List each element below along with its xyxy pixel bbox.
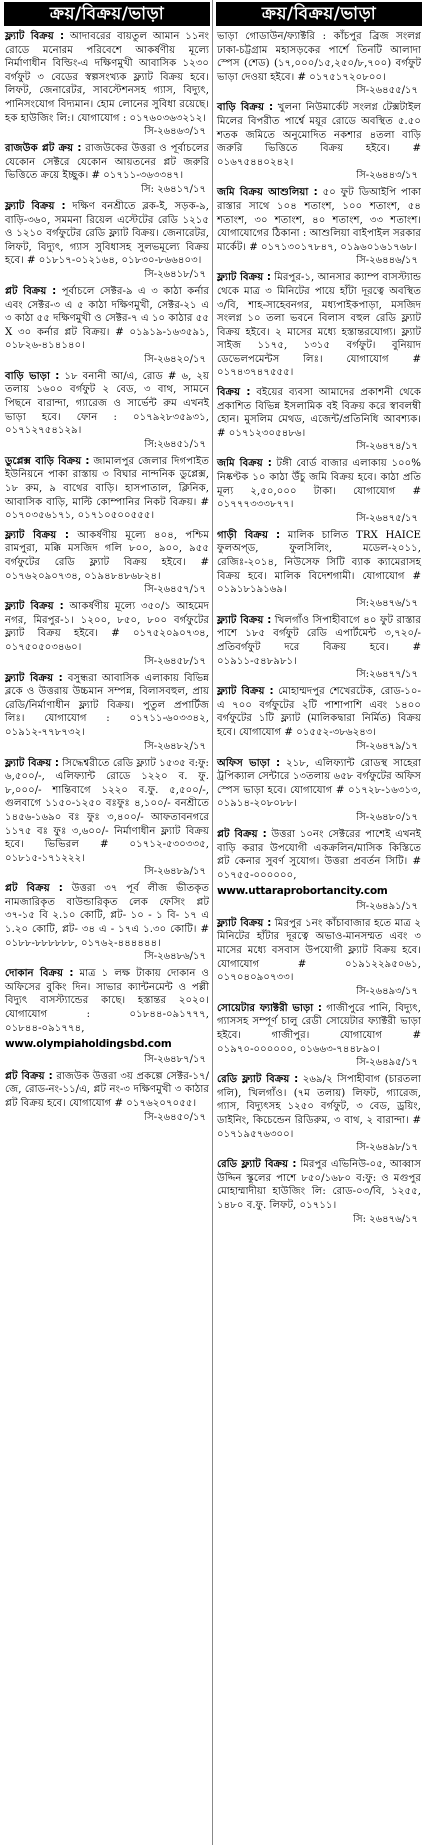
right-column: [214, 0, 424, 1845]
ad-reference-code: সি: ২৬৪১৭/১৭: [141, 183, 206, 195]
classified-ad: [214, 1002, 424, 1069]
ad-text: [2, 142, 212, 183]
classified-ad: [2, 529, 212, 596]
ad-heading: ফ্ল্যাট বিক্রয় :: [5, 31, 65, 42]
ad-text: [214, 685, 424, 739]
classified-ad: [214, 1073, 424, 1154]
ad-heading: প্লট বিক্রয় :: [5, 285, 57, 297]
ad-reference-code: সি-২৬৪৫৮/১৭: [144, 655, 206, 667]
ad-heading: জমি বিক্রয় আশুলিয়া :: [217, 187, 318, 199]
ad-reference-code: সি:২৬৪৭৭/১৭: [356, 669, 418, 681]
ad-heading: ফ্ল্যাট বিক্রয় :: [217, 614, 272, 626]
classified-ad: [2, 1070, 212, 1124]
ad-heading: সোয়েটার ফ্যাক্টরী ভাড়া :: [217, 1002, 322, 1014]
ad-heading: প্লট বিক্রয় :: [5, 883, 63, 895]
classified-ad: [214, 614, 424, 681]
ad-text: [214, 1158, 424, 1212]
ad-body: মাত্র ১ লক্ষ টাকায় দোকান ও অফিসের বুকিং দিন। সাভার ক্যান্টনমেন্ট ও পল্লী বিদ্যুৎ বাসস্ট্যান্ডের কাছে। হস্তান্তর ২০২০। যোগাযোগ : ০১৮৪৪-০৯১৭৭৭, ০১৮৪৪-০৯১৭৭৪,: [5, 968, 209, 1034]
ad-text: [214, 186, 424, 254]
column-divider: [212, 0, 213, 1845]
ad-text: [2, 285, 212, 353]
ad-body: আদাবরের বায়তুল আমান ১১নং রোডে মনোরম পরিবেশে আকর্ষণীয় মূল্যে নির্মাণাধীন বিল্ডিং-এ দক্ষিণমুখী আবাসিক ১২৩০ বর্গফুট ৩ বেডের স্বল্পসংখ্যক ফ্ল্যাট বিক্রয় হবে। লিফট, জেনারেটর, সাবস্টেশনসহ গ্যাস, বিদ্যুৎ, পানিসংযোগ বিদ্যমান। হোম লোনের সুবিধা রয়েছে। হক হাউজিং লি:। যোগাযোগ : ০১৭৬০৩৬৩২১২।: [5, 31, 209, 124]
ad-reference-code: সি-২৬৪৬৩/১৭: [144, 126, 206, 138]
ad-heading: ফ্ল্যাট বিক্রয় :: [217, 272, 271, 284]
ads-list: [214, 30, 424, 1226]
ad-reference-code: সি-২৬৪৮৯/১৭: [144, 866, 206, 878]
ad-body: টঙ্গী বোর্ড বাজার এলাকায় ১০০% নিষ্কণ্টক ১০ কাঠা উঁচু জমি বিক্রয় হবে। কাঠা প্রতি মূল্য ২,৫০,০০০ টাকা। যোগাযোগ # ০১৭৭৭৩৩৩৮৭৭।: [217, 458, 421, 511]
ad-reference-code: সি-২৬৪৮২/১৭: [144, 740, 206, 752]
ad-heading: জমি বিক্রয় :: [217, 458, 272, 470]
ad-reference-code: সি: ২৬৪৭৬/১৭: [353, 1213, 418, 1225]
ad-text: [2, 882, 212, 950]
ad-body: গাজীপুরে পানি, বিদ্যুৎ, গ্যাসসহ সম্পূর্ণ চালু রেডী সোয়েটার ফ্যাক্টরী ভাড়া হইবে। গাজীপুর। যোগাযোগ # ০১৯৭০-০০০০০০, ০১৬৬৩-৭৪৪৮৯০।: [217, 1002, 421, 1055]
ad-reference-code: সি-২৬৪৪৬/১৭: [356, 255, 418, 267]
ad-reference-code: সি-২৬৪৭৪/১৭: [356, 441, 418, 453]
ad-reference-code: সি-২৬৪৯৫/১৭: [356, 1057, 418, 1069]
ad-reference-code: সি-২৬৪৯৮/১৭: [356, 1142, 418, 1154]
classified-ad: [214, 271, 424, 386]
ad-body: উত্তরা ৩৭ পূর্ব লীজ ভীতকৃত নামজারিকৃত বাউন্ডারিকৃত লেক ফেসিং প্লট ৩৭-১৫ বি ২.১০ কোটি, প্লট- ১০ - ১ বি- ১৭ এ ১.২০ কোটি, প্লট- ৩৪ এ - ১৭এ ১.৩০ কোটি। # ০১৮৮-৮৮৮৮৮৮, ০১৭৬২-৪৪৪৪৪৪।: [5, 883, 209, 949]
classified-ad: [214, 917, 424, 998]
ad-text: [2, 200, 212, 268]
ad-body: খুলনা নিউমার্কেট সংলগ্ন টেক্সটাইল মিলের বিপরীত পার্শ্বে ময়ূর রোডে অবস্থিত ৫.৫০ শতক জমিতে অনুমোদিত নকশার ৪তলা বাড়ি জরুরি ভিত্তিতে বিক্রয় হইবে। # ০১৬৭৫৪৪০২৪২।: [217, 102, 421, 168]
ad-body: ২১৮, এলিফ্যান্ট রোডস্থ সাহেরা ট্রপিক্যাল সেন্টারে ১৩তলায় ৬৫৮ বর্গফুটের অফিস স্পেস ভাড়া হবে। যোগাযোগ # ০১৭২৮-১৬৩১৩, ০১৯১৪-২০৮০৮৮।: [217, 757, 421, 810]
classified-ad: [214, 386, 424, 453]
ad-text: [2, 30, 212, 125]
classified-ad: [214, 101, 424, 182]
ad-text: [214, 1002, 424, 1056]
ad-reference-code: সি-২৬৪৭৯/১৭: [356, 740, 418, 752]
classified-ad: [214, 30, 424, 97]
column-header: ক্রয়/বিক্রয়/ভাড়া: [4, 2, 210, 26]
ad-reference-code: সি-২৬৪১৮/১৭: [144, 268, 206, 280]
ad-body: মালিক চালিত TRX HAICE ফুলঅপ্‌ড, ফুলসিলিং, মডেল-২০১১, রেজিঃ-২০১৪, নিউসেফ সিটি ব্যাক ক্যামেরাসহ বিক্রয় হবে। মালিক বিদেশগামী। যোগাযোগ # ০১৯১৮১৯১৬৯।: [217, 529, 421, 596]
column-header: ক্রয়/বিক্রয়/ভাড়া: [216, 2, 422, 26]
classified-ad: [2, 370, 212, 451]
classified-ad: [2, 285, 212, 366]
classified-ad: [214, 529, 424, 610]
ad-text: [2, 455, 212, 523]
classified-ad: [214, 685, 424, 752]
ad-body: ৫০ ফুট ডিআইপি পাকা রাস্তার সাথে ১০৪ শতাংশ, ১০০ শতাংশ, ৫৪ শতাংশ, ৩০ শতাংশ, ৪০ শতাংশ, ৩৩ শতাংশ। যোগাযোগের ঠিকানা : আশুলিয়া বাইপাইল সরকার মার্কেট। # ০১৭১৩০১৭৮৪৭, ০১৯৬০১৬১৭৬৮।: [217, 187, 422, 253]
classified-ad: [214, 457, 424, 524]
ad-heading: দোকান বিক্রয় :: [5, 968, 74, 980]
classified-ad: [2, 967, 212, 1066]
classified-ad: [214, 828, 424, 913]
classified-ad: [2, 200, 212, 281]
ad-heading: অফিস ভাড়া :: [217, 757, 281, 769]
ad-website-link[interactable]: www.olympiaholdingsbd.com: [5, 1038, 172, 1051]
ad-heading: রেডি ফ্ল্যাট বিক্রয় :: [217, 1074, 299, 1086]
ad-body: উত্তরা ১০নং সেক্টরের পাশেই এখনই বাড়ি করার উপযোগী একক্রলিন/মাসিক কিস্তিতে প্লট কেনার সুবর্ণ সুযোগ। উত্তরা প্রবর্তন সিটি। # ০১৭৫৫-০০০০০০,: [217, 828, 421, 881]
ad-body: ভাড়া গোডাউন/ফ্যাক্টরি : কাঁচপুর ব্রিজ সংলগ্ন ঢাকা-চট্টগ্রাম মহাসড়কের পার্শে তিনটি আলাদা স্পেস (শেড) (১৭,০০০/১৫,২৫০/৮,৭০০) বর্গফুট ভাড়া দেওয়া হইবে। # ০১৭৫১৭২০৮০০।: [217, 31, 421, 83]
ad-heading: ফ্ল্যাট বিক্রয় :: [5, 757, 59, 769]
ad-reference-code: সি:২৬৪৫১/১৭: [144, 438, 206, 450]
ad-text: [214, 757, 424, 811]
ad-body: জামালপুর জেলার দিগপাইত ইউনিয়নে পাকা রাস্তায় ৩ বিঘার নান্দনিক ডুপ্লেক্স, ১৮ রুম, ৯ বাথের বাড়ি। হাসপাতাল, ক্লিনিক, আবাসিক বাড়ি, মাল্টি কোম্পানির নিকট বিক্রয়। # ০১৭০৩৫৬১৭১, ০১৭১০৫০০৫৫৫।: [5, 455, 209, 522]
ad-body: রাজউকের উত্তরা ও পূর্বাচলের যেকোন সেক্টরে যেকোন আয়তনের প্লট জরুরি ভিত্তিতে ক্রয়ে ইচ্ছুক। # ০১৭১১-৩৬৩৩৪৭।: [5, 143, 209, 182]
ad-reference-code: সি-২৬৪৮৭/১৭: [144, 1053, 206, 1065]
ad-heading: ফ্ল্যাট বিক্রয় :: [5, 672, 63, 684]
classified-ad: [214, 186, 424, 267]
ad-text: [214, 917, 424, 985]
ad-body: ২৬৯/২ সিপাহীবাগ (চারতলা গলি), খিলগাঁও। (৭ম তলায়) লিফট, গ্যারেজ, গ্যাস, বিদ্যুৎসহ ১২৫০ বর্গফুট, ৩ বেড, ড্রয়িং, ডাইনিং, কিচেন্ডেন রিডিরুম, ৩ বাথ, ২ বারান্দা। # ০১৭১৯৫৭৬৩০০।: [217, 1074, 421, 1140]
ad-body: মিরপুর এভিনিউ-০৫, আব্বাস উদ্দিন স্কুলের পাশে ৮৫০/১৬৮০ ব:ফু: ও মগুপুর মোহাম্মাদীয়া হাউজিং লি: রোড-০৩/বি, ১২৫৫, ১৪৮০ ব.ফু. লিফট, ০১৭১১।: [217, 1159, 421, 1211]
ad-body: আকর্ষণীয় মূল্যে ৩৫০/১ আহমেদ নগর, মিরপুর-১। ১২০০, ৮৫০, ৮০০ বর্গফুটের ফ্ল্যাট বিক্রয় হইবে। # ০১৭৫২০৯০৭৩৪, ০১৭৫০৫০৩৪৬০।: [5, 601, 209, 653]
classified-ad: [2, 757, 212, 879]
ad-heading: ফ্ল্যাট বিক্রয় :: [5, 601, 64, 613]
ad-text: [214, 1073, 424, 1141]
ad-body: খিলগাঁও সিপাহীবাগে ৪০ ফুট রাস্তার পাশে ১৮৫ বর্গফুট রেডি এপার্টমেন্ট ৩,৭২০/- প্রতিবর্গফুট দরে বিক্রয় হবে। # ০১৯১১-৫৪৮৯৮১।: [217, 614, 421, 667]
ad-reference-code: সি-২৬৪৫০/১৭: [144, 1111, 206, 1123]
ad-text: [2, 370, 212, 438]
ad-body: মিরপুর ১নং কাঁচাবাজার হতে মাত্র ২ মিনিটের হাঁটার দূরত্বে অভাও-মানসম্মত এবং ৩ মাসের মধ্যে বসবাস উপযোগী ফ্ল্যাট বিক্রয় হবে। যোগাযোগ # ০১৯১২২৯৫০৬১, ০১৭০৪০৯০৭৩৩।: [217, 917, 421, 984]
ad-text: [2, 967, 212, 1052]
classified-ad: [2, 672, 212, 753]
ad-reference-code: সি-২৬৪৫৫/১৭: [356, 85, 418, 97]
ad-heading: বাড়ি ভাড়া :: [5, 370, 60, 382]
ad-heading: বাড়ি বিক্রয় :: [217, 102, 274, 114]
ad-body: পূর্বাচলে সেক্টর-৯ এ ৩ কাঠা কর্নার এবং সেক্টর-৩ এ ৫ কাঠা দক্ষিণমুখী, সেক্টর-২১ এ ৩ কাঠা ৫৫ দক্ষিণমুখী ও সেক্টর-৭ এ ১০ কাঠার ৫৫ X ৩০ কর্নার প্লট বিক্রয়। # ০১৯১৯-১৬৩৫৯১, ০১৮২৬-৪১৪১৪০।: [5, 285, 210, 352]
ad-text: [2, 600, 212, 654]
ad-heading: ফ্ল্যাট বিক্রয় :: [5, 200, 66, 212]
classified-ad: [2, 600, 212, 667]
ad-text: [214, 101, 424, 169]
ad-reference-code: সি-২৬৪৭৫/১৭: [356, 512, 418, 524]
ad-text: [214, 614, 424, 668]
ad-body: রাজউক উত্তরা ৩য় প্রকল্পে সেক্টর-১৭/জে, রোড-নং-১১/এ, প্লট নং-৩ দক্ষিণমুখী ৩ কাঠার প্লট বিক্রয় হবে। যোগাযোগ # ০১৭৬২০৭০৫৫।: [5, 1070, 209, 1109]
ad-heading: রেডি ফ্ল্যাট বিক্রয় :: [217, 1159, 297, 1171]
ad-heading: ফ্ল্যাট বিক্রয় :: [217, 686, 274, 698]
ad-body: আকর্ষণীয় মূল্যে ৪০৪, পশ্চিম রামপুরা, মক্কি মসজিদ গলি ৮০০, ৯০০, ৯৫৫ বর্গফুটের রেডি ফ্ল্যাট বিক্রয় হইবে। # ০১৭৬২০৯০৭৩৪, ০১৯৪৮৪৮৬৮২৪।: [5, 529, 209, 582]
ad-reference-code: সি-২৬৪৮০/১৭: [356, 811, 418, 823]
ad-website-link[interactable]: www.uttaraprobortancity.com: [217, 885, 388, 898]
ad-reference-code: সি-২৬৪৮৬/১৭: [144, 951, 206, 963]
ad-heading: ফ্ল্যাট বিক্রয় :: [217, 917, 272, 929]
ad-text: [2, 1070, 212, 1111]
ad-heading: ফ্ল্যাট বিক্রয় :: [5, 529, 69, 541]
ad-body: দক্ষিণ বনশ্রীতে ব্লক-ই, সড়ক-৯, বাড়ি-৩৬০, সমমনা রিয়েল এস্টেটের রেডি ১২১৫ ও ১২১০ বর্গফুটের রেডি ফ্ল্যাট বিক্রয়। জেনারেটর, লিফট, বিদ্যুৎ, গ্যাস সুবিধাসহ সুলভমূল্যে বিক্রয় হবে। # ০১৮১৭-০১২১৬৪, ০১৮৩০-৮৬৬৪০৩।: [5, 200, 209, 267]
ad-text: [2, 672, 212, 740]
ad-body: বসুন্ধরা আবাসিক এলাকায় বিভিন্ন ব্লকে ও উত্তরায় উচ্চমান সম্পন্ন, বিলাসবহুল, প্রায় রেডি/নির্মাণাধীন ফ্ল্যাট বিক্রয়। পুতুল প্রপার্টিজ লিঃ। যোগাযোগ : ০১৭১১-৬০৩৩৪২, ০১৯১২-৭৭৮৭৩২।: [5, 672, 209, 738]
classified-ad: [2, 142, 212, 196]
ad-text: [2, 757, 212, 866]
left-column: [2, 0, 212, 1845]
ad-text: [214, 386, 424, 440]
ad-text: [214, 271, 424, 380]
classified-ad: [214, 757, 424, 824]
ad-heading: প্লট বিক্রয় :: [5, 1070, 53, 1082]
ad-body: মোহাম্মদপুর শেখেরটেক, রোড-১০-এ ৭০০ বর্গফুটের ২টি পাশাপাশি এবং ১৪০০ বর্গফুটের ১টি ফ্ল্যাট (মালিকদ্বারা নির্মিত) বিক্রয় হবে। যোগাযোগ # ০১৫৫২-৩৮৬২৪৩।: [217, 686, 421, 738]
ad-text: [214, 828, 424, 899]
classified-ad: [2, 455, 212, 529]
ad-text: [214, 457, 424, 511]
classified-ad: [214, 1158, 424, 1225]
classified-ad: [2, 882, 212, 963]
ad-reference-code: সি-২৬৪৯৩/১৭: [356, 985, 418, 997]
classified-ad: [2, 30, 212, 138]
ad-heading: গাড়ী বিক্রয় :: [217, 529, 281, 541]
ad-text: [214, 529, 424, 597]
ad-heading: বিক্রয় :: [217, 387, 251, 399]
ad-heading: প্লট বিক্রয় :: [217, 828, 267, 840]
ad-heading: ডুপ্লেক্স বাড়ি বিক্রয় :: [5, 455, 90, 467]
ad-text: [2, 529, 212, 583]
ad-reference-code: সি-২৬৪২০/১৭: [144, 353, 206, 365]
ad-reference-code: সি:২৬৪৭৬/১৭: [356, 597, 418, 609]
ad-body: সিদ্ধেশ্বরীতে রেডি ফ্ল্যাট ১৫৩৫ ব:ফু: ৬,৫০০/-, এলিফ্যান্ট রোডে ১২২০ ব. ফু. ৮,০০০/- শান্তিবাগে ১২২০ ব.ফু. ৫,৫০০/-, গুলবাগে ১১৫০-১২৫০ বঃফুঃ ৪,১০০/- বনশ্রীতে ১৪৫৬-১৬৯০ বঃ ফুঃ ৩,৪০০/- আফতাবনগরে ১১৭৫ বঃ ফুঃ ৩,৬০০/- নির্মাণাধীন ফ্ল্যাট বিক্রয় হবে। ভিভিরল # ০১৭১২-৫৩০৩৩৫, ০১৮১৫-১৭১২২২।: [5, 757, 209, 864]
ad-body: মিরপুর-১, আনসার ক্যাম্প বাসস্ট্যান্ড থেকে মাত্র ৩ মিনিটের পায়ে হাঁটা দূরত্বে অবস্থিত ৩/বি, শাহ-সাহেবনগর, মধ্যপাইকপাড়া, মসজিদ সংলগ্ন ১০ তলা ভবনে বিলাস বহুল রেডি ফ্ল্যাট বিক্রয় হইবে। ২ মাসের মধ্যে হস্তান্তরযোগ্য। ফ্ল্যাট সাইজ ১১৭৫, ১৩১৫ বর্গফুট। বুনিয়াদ ডেভেলপমেন্টস লিঃ। যোগাযোগ # ০১৭৪৩৭৪৭৫৫৫।: [217, 272, 421, 379]
ad-body: ১৮ বনানী আ/এ, রোড # ৬, ২য় তলায় ১৬০০ বর্গফুট ২ বেড, ৩ বাথ, সামনে পিছনে বারান্দা, গ্যারেজ ও সার্ভেন্ট রুম এখনই ভাড়া হবে। ফোন : ০১৭৯২৮৩৫৯৩১, ০১৭১২৭৫৪১২৯।: [5, 370, 209, 437]
ad-text: [214, 30, 424, 84]
ad-heading: রাজউক প্লট ক্রয় :: [5, 143, 82, 155]
ad-reference-code: সি-২৬৪৪৩/১৭: [356, 170, 418, 182]
ads-list: [2, 30, 212, 1124]
ad-body: বইয়ের ব্যবসা আমাদের প্রকাশনী থেকে প্রকাশিত বিভিন্ন ইসলামিক বই বিক্রয় করে স্বাবলম্বী হোন। মুসলিম মেথড, এজেন্ট/প্রতিনিধি আবশ্যক। # ০১৭১২৩০৫৪৮৬।: [217, 387, 421, 439]
ad-reference-code: সি-২৬৪৯১/১৭: [356, 900, 418, 912]
ad-reference-code: সি-২৬৪৫৭/১৭: [144, 584, 206, 596]
